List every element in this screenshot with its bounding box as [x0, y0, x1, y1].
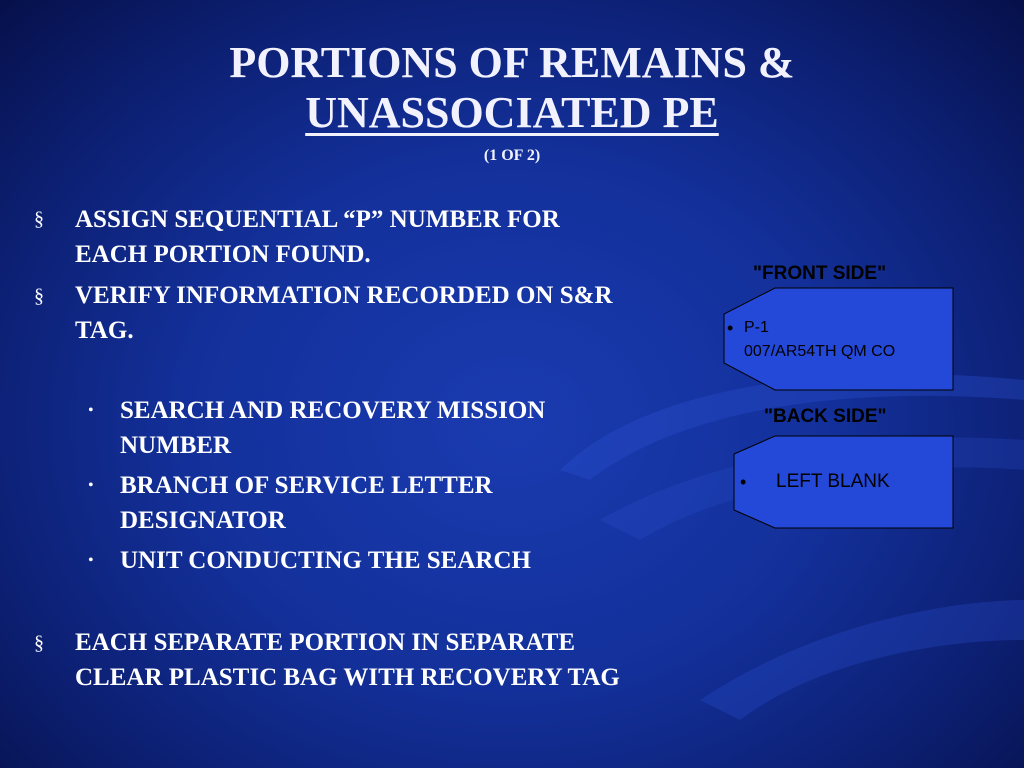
bullet-3-line-1: EACH SEPARATE PORTION IN SEPARATE — [75, 629, 576, 656]
back-tag-bullet-icon: • — [740, 472, 747, 492]
slide-subtitle: (1 OF 2) — [483, 147, 541, 164]
sub-bullet-1-line-1: SEARCH AND RECOVERY MISSION — [120, 397, 546, 424]
front-tag-bullet-icon: • — [727, 318, 734, 338]
section-bullet-icon: § — [34, 632, 44, 654]
back-side-label: "BACK SIDE" — [764, 406, 887, 427]
bullet-3-line-2: CLEAR PLASTIC BAG WITH RECOVERY TAG — [75, 664, 620, 691]
dot-bullet-icon: • — [88, 402, 94, 419]
front-tag-shape — [724, 288, 953, 390]
section-bullet-icon: § — [34, 208, 44, 230]
slide-title-line-1: PORTIONS OF REMAINS & — [229, 38, 795, 87]
bullet-1-line-2: EACH PORTION FOUND. — [75, 241, 371, 268]
back-tag-text: LEFT BLANK — [776, 471, 890, 492]
section-bullet-icon: § — [34, 285, 44, 307]
sub-bullet-3-line-1: UNIT CONDUCTING THE SEARCH — [120, 547, 531, 574]
slide-title-line-2: UNASSOCIATED PE — [305, 88, 719, 137]
bullet-1-line-1: ASSIGN SEQUENTIAL “P” NUMBER FOR — [75, 206, 560, 233]
sub-bullet-2-line-2: DESIGNATOR — [120, 507, 286, 534]
front-side-label: "FRONT SIDE" — [753, 263, 887, 284]
front-tag-line-2: 007/AR54TH QM CO — [744, 343, 896, 360]
sub-bullet-2-line-1: BRANCH OF SERVICE LETTER — [120, 472, 493, 499]
front-tag-line-1: P-1 — [744, 319, 769, 336]
dot-bullet-icon: • — [88, 477, 94, 494]
bullet-2-line-2: TAG. — [75, 317, 134, 344]
dot-bullet-icon: • — [88, 552, 94, 569]
bullet-2-line-1: VERIFY INFORMATION RECORDED ON S&R — [75, 282, 613, 309]
sub-bullet-1-line-2: NUMBER — [120, 432, 232, 459]
